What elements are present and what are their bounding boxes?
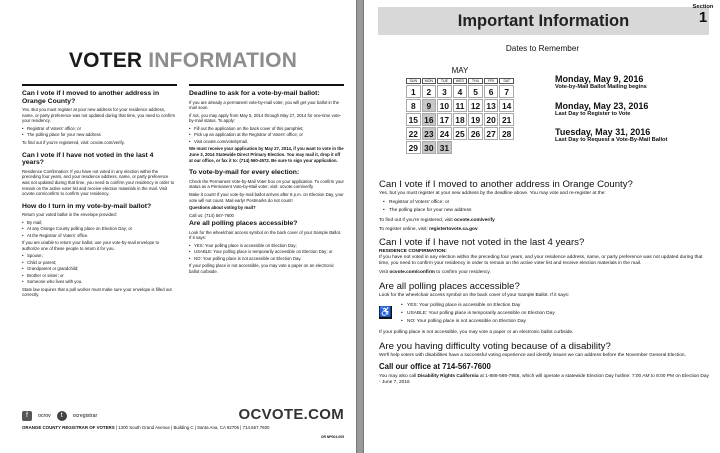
- calendar-week: [406, 141, 514, 154]
- text-return-ballot: Return your voted ballot in the envelope provided:: [22, 212, 117, 218]
- heading-moved: Can I vote if I moved to another address in Orange County?: [22, 90, 160, 105]
- address-line: [22, 425, 270, 430]
- calendar-day: 19: [468, 113, 483, 126]
- text-authorize: If you are unable to return your ballot, use your vote-by-mail envelope to authorize one of these people to return it for you.: [22, 240, 160, 251]
- calendar-day: 4: [453, 85, 468, 98]
- twitter-icon[interactable]: t: [57, 411, 67, 421]
- calendar-day: 13: [484, 99, 499, 112]
- text-must-receive: We must receive your application by May 27, 2014, if you want to vote in the June 3, 2014 Statewide Direct Primary Election. You may mail it, drop it off at our office, or fax it to: (714) 560-4572. Be sure to sign your application.: [189, 146, 344, 163]
- social-links: [22, 411, 97, 421]
- calendar-day: 11: [453, 99, 468, 112]
- text-disability-rights: You may also call Disability Rights California at 1-888-569-7955, which will operate a statewide Election Day hotline: 7:00 AM to 8:00 PM on Election Day - June 7, 2016: [379, 373, 709, 386]
- list-item: • Registrar of Voters' office; or: [22, 126, 177, 132]
- title-information: INFORMATION: [148, 49, 298, 72]
- weekday-header: SUN: [406, 78, 421, 84]
- calendar-day: 18: [453, 113, 468, 126]
- facebook-icon[interactable]: f: [22, 411, 32, 421]
- calendar-empty: [484, 141, 499, 154]
- calendar-month: MAY: [451, 66, 469, 75]
- list-accessibility: [189, 243, 344, 261]
- text-verify: To find out if you're registered, visit: ocvote.com/verify.: [22, 139, 125, 145]
- list-item: • Child or parent;: [22, 260, 177, 266]
- facebook-handle[interactable]: ocrov: [38, 413, 51, 419]
- registrar-address: | 1300 South Grand Avenue | Building C | Santa Ana, CA 92705 | 714.567.7600: [115, 425, 270, 430]
- weekday-header: THU: [468, 78, 483, 84]
- heading-disability: Are you having difficulty voting because of a disability?: [379, 340, 611, 352]
- calendar-day: 24: [437, 127, 452, 140]
- heading-turn-in-ballot: How do I turn in my vote-by-mail ballot?: [22, 202, 152, 210]
- calendar-day: 1: [406, 85, 421, 98]
- twitter-handle[interactable]: ocregistrar: [72, 413, 98, 419]
- list-item: • By mail;: [22, 220, 177, 226]
- text-curbside: If your polling place is not accessible, you may vote a paper on an electronic ballot curbside.: [189, 263, 334, 275]
- calendar-day: 30: [422, 141, 437, 154]
- text-questions: Questions about voting by mail?: [189, 205, 256, 211]
- calendar-day: 25: [453, 127, 468, 140]
- text-permanent-voter: If you are already a permanent vote-by-mail voter, you will get your ballot in the mail soon.: [189, 99, 339, 111]
- voter-information-content: [22, 6, 344, 442]
- weekday-header: FRI: [484, 78, 499, 84]
- list-accessibility: [401, 303, 555, 328]
- weekday-header: TUE: [437, 78, 452, 84]
- text-verify: To find out if you're registered, visit ocvote.com/verify: [379, 217, 495, 223]
- calendar-day: 2: [422, 85, 437, 98]
- info-sections: [379, 175, 711, 389]
- calendar-day: 17: [437, 113, 452, 126]
- calendar-day: 6: [484, 85, 499, 98]
- text-apply-dates: If not, you may apply from May 5, 2014 through May 27, 2014 for one-time vote-by-mail status. To apply:: [189, 112, 342, 124]
- content-columns: [22, 84, 344, 300]
- text-wheelchair: Look for the wheelchair access symbol on the back cover of your Sample Ballot. If it says:: [379, 292, 570, 298]
- text-curbside: If your polling place is not accessible, you may vote a paper or an electronic ballot curbside.: [379, 330, 574, 336]
- calendar-day: 20: [484, 113, 499, 126]
- event-request-ballot: [555, 127, 715, 144]
- calendar-day: 29: [406, 141, 421, 154]
- subheading-residence: RESIDENCE CONFIRMATION:: [379, 249, 447, 255]
- list-item: • At any Orange County polling place on Election Day; or: [22, 226, 177, 232]
- list-apply-methods: [189, 126, 344, 144]
- text-residence-confirmation: Residence Confirmation: If you have not voted in any election within the preceding four years, and your residence address, name, or party preference was not updated during that time, you need to confirm your residency in order to remain on the active voter list and receive election materials in the mail. Visit ocvote.com/confirm to confirm your residency.: [22, 168, 175, 197]
- list-item: • Someone who lives with you.: [22, 279, 177, 285]
- calendar-day: 14: [499, 99, 514, 112]
- heading-not-voted: Can I vote if I have not voted in the last 4 years?: [22, 151, 154, 167]
- calendar-week: [406, 113, 514, 126]
- heading-every-election: To vote-by-mail for every election:: [189, 169, 300, 177]
- calendar-day: 8: [406, 99, 421, 112]
- calendar-day: 23: [422, 127, 437, 140]
- link-register[interactable]: registertovote.ca.gov: [429, 226, 478, 232]
- registrar-name: ORANGE COUNTY REGISTRAR OF VOTERS: [22, 425, 115, 430]
- event-date: Monday, May 23, 2016: [555, 101, 649, 111]
- accessibility-block: [379, 302, 711, 331]
- link-verify[interactable]: ocvote.com/verify: [454, 217, 495, 223]
- list-item: • Grandparent or grandchild;: [22, 266, 177, 272]
- wheelchair-icon: ♿: [379, 306, 392, 318]
- list-item: • YES: Your polling place is accessible on Election Day;: [189, 243, 344, 249]
- calendar-day: 21: [499, 113, 514, 126]
- text-disability-help: We'll help voters with disabilities have a successful voting experience and identify issues we can address before the November General Election.: [379, 352, 686, 358]
- calendar-day: 31: [437, 141, 452, 154]
- text-state-law: State law requires that a poll worker must make sure your envelope is filled out correctly.: [22, 286, 172, 298]
- list-item: • At the Registrar of Voters' office.: [22, 233, 177, 239]
- calendar-day: 28: [499, 127, 514, 140]
- weekday-header: MON: [422, 78, 437, 84]
- list-authorized-people: [22, 253, 177, 284]
- calendar-day: 22: [406, 127, 421, 140]
- weekday-header: WED: [453, 78, 468, 84]
- list-item: • YES: Your polling place is accessible on Election Day: [401, 303, 555, 309]
- section-number: 1: [698, 9, 708, 26]
- list-item: • NO: Your polling place is not accessible on Election Day.: [189, 256, 344, 262]
- calendar-empty: [468, 141, 483, 154]
- may-calendar: [405, 66, 515, 155]
- column-left: [22, 84, 177, 300]
- list-item: • The polling place for your new address: [22, 132, 177, 138]
- event-date: Monday, May 9, 2016: [555, 74, 644, 84]
- text-residence: If you have not voted in any election within the preceding four years, and your residence address, name, or party preference was not updated during that time, you need to confirm your residency in order to remain on the active voter list and receive election materials in the mail.: [379, 255, 703, 267]
- call-office: Call our office at 714-567-7600: [379, 361, 491, 371]
- weekday-header: SAT: [499, 78, 514, 84]
- list-item: • Spouse;: [22, 253, 177, 259]
- event-text: Vote-by-Mail Ballot Mailing begins: [555, 84, 647, 90]
- title-voter: VOTER: [68, 49, 143, 72]
- list-item: • Pick up an application at the Registrar of Voters' office; or: [189, 132, 344, 138]
- calendar-day: 27: [484, 127, 499, 140]
- list-moved: [22, 126, 177, 138]
- list-return-methods: [22, 220, 177, 238]
- list-item: • USABLE: Your polling place is temporarily accessible on Election Day: [401, 311, 555, 317]
- calendar-day: 26: [468, 127, 483, 140]
- calendar-empty: [499, 141, 514, 154]
- column-right: [189, 84, 344, 300]
- text-permanent-box: Check the Permanent Vote-by-Mail Voter box on your application. To confirm your status as a Permanent Vote-by-Mail voter, visit: ocvote.com/verify: [189, 178, 344, 190]
- list-item: • USABLE: Your polling place is temporarily accessible on Election Day; or: [189, 249, 344, 255]
- heading-accessible: Are all polling places accessible?: [379, 280, 520, 292]
- list-item: • Registrar of Voters' office; or: [383, 200, 711, 206]
- text-moved: Yes, but you must register at your new address by the deadline above. You may vote and re-register at the:: [379, 191, 606, 196]
- text-moved: Yes. But you must register at your new address for your residence address, name, or party preference was not updated during that time, you need to confirm your residency.: [22, 107, 176, 124]
- event-text: Last Day to Request a Vote-By-Mail Ballot: [555, 137, 668, 143]
- calendar-week: [406, 127, 514, 140]
- footer: [22, 406, 344, 440]
- calendar-day: 5: [468, 85, 483, 98]
- heading-moved: Can I vote if I moved to another address in Orange County?: [379, 179, 633, 190]
- list-item: • Brother or sister; or: [22, 273, 177, 279]
- text-wheelchair-symbol: Look for the wheelchair access symbol on the back cover of your Sample Ballot. If it says:: [189, 229, 342, 241]
- event-date: Tuesday, May 31, 2016: [555, 127, 651, 137]
- event-text: Last Day to Register to Vote: [555, 111, 631, 117]
- list-item: • NO: Your polling place is not accessible on Election Day: [401, 319, 555, 325]
- event-mailing: [555, 74, 715, 91]
- calendar-week: [406, 85, 514, 98]
- calendar-day: 10: [437, 99, 452, 112]
- voter-information-page: [0, 0, 357, 453]
- dates-heading: Dates to Remember: [505, 44, 580, 53]
- calendar-week: [406, 99, 514, 112]
- document-code: OR NP004-005: [320, 435, 344, 439]
- calendar-empty: [453, 141, 468, 154]
- heading-deadline: Deadline to ask for a vote-by-mail ballot:: [189, 90, 320, 97]
- section-label: Section: [692, 4, 714, 10]
- heading-not-voted: Can I vote if I have not voted in the last 4 years?: [379, 237, 585, 249]
- section-marker: [691, 4, 715, 25]
- calendar-day: 7: [499, 85, 514, 98]
- list-moved: [383, 200, 711, 214]
- important-information-page: [363, 0, 720, 453]
- calendar-grid: [405, 77, 515, 155]
- list-item: • The polling place for your new address: [383, 208, 711, 214]
- page-banner-title: Important Information: [378, 7, 709, 35]
- disability-rights-name: Disability Rights California: [417, 373, 479, 379]
- heading-accessible: Are all polling places accessible?: [189, 220, 298, 228]
- page-title: [22, 36, 344, 86]
- calendar-day: 3: [437, 85, 452, 98]
- calendar-day: 16: [422, 113, 437, 126]
- link-confirm[interactable]: ocvote.com/confirm: [389, 270, 435, 276]
- event-register: [555, 101, 715, 118]
- calendar-day: 12: [468, 99, 483, 112]
- list-item: • Fill out the application on the back cover of this pamphlet;: [189, 126, 344, 132]
- text-confirm: Visit ocvote.com/confirm to confirm your residency.: [379, 270, 491, 276]
- text-make-it-count: Make it count! If your vote-by-mail ballot arrives after 8 p.m. on Election Day, your vote will not count. Mail early! Postmarks do not count!: [189, 191, 344, 203]
- list-item: • Visit ocvote.com/votebymail.: [189, 139, 344, 145]
- calendar-day: 9: [422, 99, 437, 112]
- calendar-day: 15: [406, 113, 421, 126]
- ocvote-logo[interactable]: OCVOTE.COM: [238, 406, 344, 423]
- text-register-online: To register online, visit: registertovote.ca.gov: [379, 226, 478, 232]
- text-call-us: Call us: (714) 567-7600: [189, 212, 234, 218]
